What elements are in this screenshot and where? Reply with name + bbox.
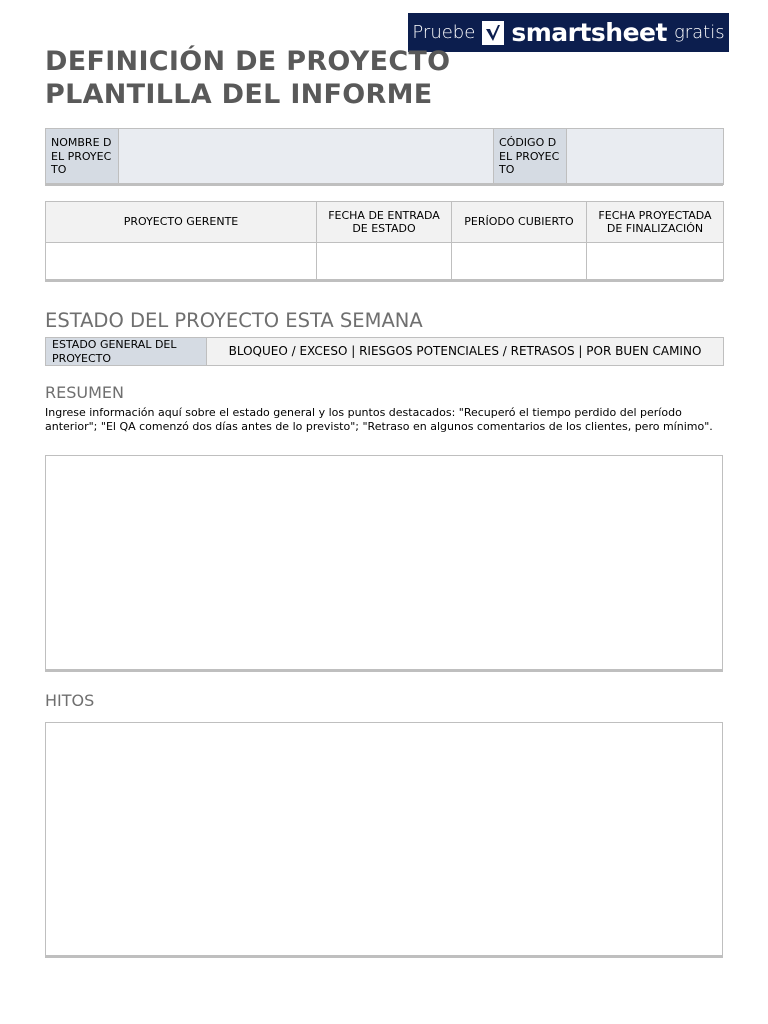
header-period-covered: PERÍODO CUBIERTO — [452, 202, 587, 243]
header-project-manager: PROYECTO GERENTE — [46, 202, 317, 243]
smartsheet-check-icon — [482, 21, 504, 45]
project-details-table — [45, 201, 724, 281]
summary-instructions: Ingrese información aquí sobre el estado general y los puntos destacados: "Recuperó el tiempo perdido del período anterior"; "El QA comenzó dos días antes de lo previsto"; "Retraso en algunos comentarios de los clientes, pero mínimo". — [45, 406, 713, 433]
divider — [45, 183, 723, 186]
status-date-field[interactable] — [317, 243, 452, 281]
divider — [45, 669, 723, 672]
period-covered-field[interactable] — [452, 243, 587, 281]
project-name-field[interactable] — [119, 129, 494, 185]
banner-pre-text: Pruebe — [412, 22, 476, 43]
overall-status-table — [45, 337, 724, 366]
page-title — [45, 45, 450, 111]
project-code-label: CÓDIGO DEL PROYECTO — [494, 129, 567, 185]
overall-status-field[interactable]: BLOQUEO / EXCESO | RIESGOS POTENCIALES / RETRASOS | POR BUEN CAMINO — [207, 338, 724, 366]
project-name-label: NOMBRE DEL PROYECTO — [46, 129, 119, 185]
banner-brand-text: smartsheet — [511, 18, 667, 47]
overall-status-label: ESTADO GENERAL DEL PROYECTO — [46, 338, 207, 366]
smartsheet-banner[interactable] — [408, 13, 729, 52]
title-line-2: PLANTILLA DEL INFORME — [45, 79, 433, 110]
divider — [45, 955, 723, 958]
banner-post-text: gratis — [673, 22, 725, 43]
summary-heading: RESUMEN — [45, 383, 124, 402]
project-code-field[interactable] — [567, 129, 724, 185]
summary-textbox[interactable] — [45, 455, 723, 670]
header-projected-end-date: FECHA PROYECTADA DE FINALIZACIÓN — [587, 202, 724, 243]
header-status-date: FECHA DE ENTRADA DE ESTADO — [317, 202, 452, 243]
divider — [45, 279, 723, 282]
title-line-1: DEFINICIÓN DE PROYECTO — [45, 46, 451, 77]
project-info-table — [45, 128, 724, 185]
project-manager-field[interactable] — [46, 243, 317, 281]
milestones-textbox[interactable] — [45, 722, 723, 956]
projected-end-date-field[interactable] — [587, 243, 724, 281]
status-heading: ESTADO DEL PROYECTO ESTA SEMANA — [45, 309, 423, 332]
milestones-heading: HITOS — [45, 691, 95, 710]
